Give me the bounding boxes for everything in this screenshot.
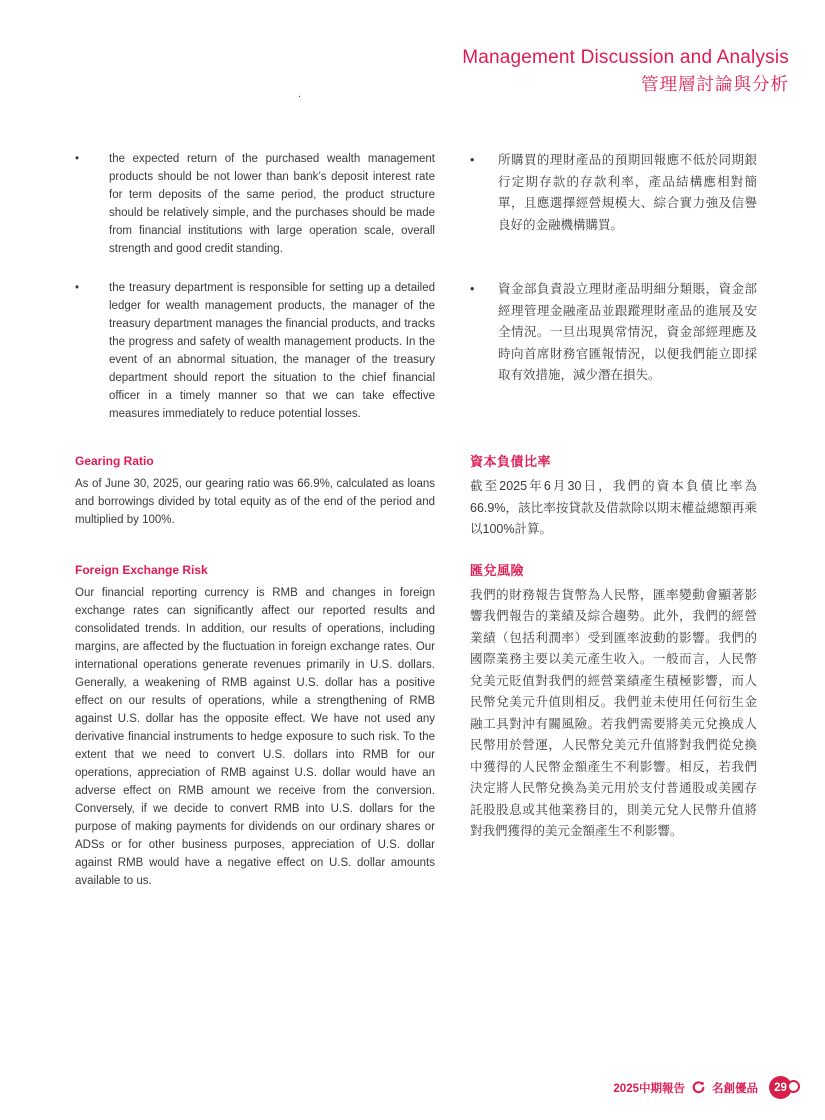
badge-dot-icon bbox=[787, 1080, 800, 1093]
section-heading-foreign-exchange-risk-zh: 匯兌風險 bbox=[470, 562, 525, 578]
section-body-foreign-exchange-risk-zh: 我們的財務報告貨幣為人民幣，匯率變動會顯著影響我們報告的業績及綜合趨勢。此外，我們的經營業績（包括利潤率）受到匯率波動的影響。我們的國際業務主要以美元產生收入。一般而言，人民幣兌美元貶值對我們的經營業績產生積極影響，而人民幣兌美元升值則相反。我們並未使用任何衍生金融工具對沖有關風險。若我們需要將美元兌換成人民幣用於營運，人民幣兌美元升值將對我們從兌換中獲得的人民幣金額產生不利影響。相反，若我們決定將人民幣兌換為美元用於支付普通股或美國存託股股息或其他業務目的，則美元兌人民幣升值將對我們獲得的美元金額產生不利影響。 bbox=[470, 587, 757, 838]
english-column bbox=[75, 150, 435, 279]
gearing-ratio-section-en bbox=[75, 453, 435, 541]
foreign-exchange-risk-section-zh bbox=[470, 562, 757, 890]
bullet-text-en-1: the expected return of the purchased wealth management products should be not lower than bank’s deposit interest rate for term deposits of the same period, the product structure should be relatively simple, and the purchases should be made from financial institutions with large operation scale, overall strength and good credit standing. bbox=[109, 153, 435, 255]
page-number-badge bbox=[769, 1076, 792, 1099]
foreign-exchange-risk-row bbox=[75, 553, 757, 902]
page-header bbox=[462, 46, 789, 95]
section-heading-foreign-exchange-risk: Foreign Exchange Risk bbox=[75, 562, 208, 577]
chinese-column bbox=[470, 279, 757, 444]
bullet-row-2 bbox=[75, 279, 757, 444]
page-title-english: Management Discussion and Analysis bbox=[462, 47, 789, 68]
section-body-gearing-ratio-zh: 截至2025年6月30日，我們的資本負債比率為66.9%，該比率按貸款及借款除以期末權益總額再乘以100%計算。 bbox=[470, 479, 757, 536]
list-item bbox=[75, 279, 435, 423]
content-columns bbox=[75, 150, 757, 902]
list-item bbox=[470, 279, 757, 387]
page-title-chinese: 管理層討論與分析 bbox=[641, 73, 789, 94]
list-item bbox=[75, 150, 435, 258]
bullet-text-zh-1: 所購買的理財產品的預期回報應不低於同期銀行定期存款的存款利率，產品結構應相對簡單，且應選擇經營規模大、綜合實力強及信譽良好的金融機構購買。 bbox=[498, 153, 757, 232]
bullet-icon: • bbox=[75, 153, 80, 165]
list-item bbox=[470, 150, 757, 236]
bullet-icon: • bbox=[75, 282, 80, 294]
chinese-column bbox=[470, 150, 757, 279]
miniso-logo-icon bbox=[692, 1081, 705, 1094]
foreign-exchange-risk-section-en bbox=[75, 562, 435, 890]
page-footer bbox=[613, 1076, 792, 1099]
gearing-ratio-section-zh bbox=[470, 453, 757, 541]
gearing-ratio-row bbox=[75, 444, 757, 553]
section-heading-gearing-ratio: Gearing Ratio bbox=[75, 454, 154, 468]
bullet-row-1 bbox=[75, 150, 757, 279]
section-heading-gearing-ratio-zh: 資本負債比率 bbox=[470, 454, 552, 469]
bullet-icon: • bbox=[470, 153, 475, 167]
page-number: 29 bbox=[774, 1081, 787, 1094]
section-body-gearing-ratio: As of June 30, 2025, our gearing ratio was 66.9%, calculated as loans and borrowings divided by total equity as of the end of the period and multiplied by 100%. bbox=[75, 478, 435, 526]
stray-dot-mark: . bbox=[298, 88, 302, 100]
footer-brand-name: 名創優品 bbox=[712, 1082, 758, 1095]
section-body-foreign-exchange-risk: Our financial reporting currency is RMB and changes in foreign exchange rates can significantly affect our reported results and consolidated trends. In addition, our results of operations, including margins, are affected by the fluctuation in foreign exchange rates. Our international operations generate revenues primarily in U.S. dollars. Generally, a weakening of RMB against U.S. dollar has a positive effect on our results of operations, while a strengthening of RMB against U.S. dollar has the opposite effect. We have not used any derivative financial instruments to hedge exposure to such risk. To the extent that we need to convert U.S. dollars into RMB for our operations, appreciation of RMB against U.S. dollar would have an adverse effect on RMB amount we receive from the conversion. Conversely, if we decide to convert RMB into U.S. dollars for the purpose of making payments for dividends on our ordinary shares or ADSs or for other business purposes, appreciation of U.S. dollar against RMB would have a negative effect on U.S. dollar amounts available to us. bbox=[75, 586, 435, 887]
bullet-text-zh-2: 資金部負責設立理財產品明細分類賬，資金部經理管理金融產品並跟蹤理財產品的進展及安全情況。一旦出現異常情況，資金部經理應及時向首席財務官匯報情況，以便我們能立即採取有效措施，減少潛在損失。 bbox=[498, 282, 757, 382]
english-column bbox=[75, 279, 435, 444]
bullet-icon: • bbox=[470, 282, 475, 296]
footer-report-title: 2025中期報告 bbox=[613, 1082, 685, 1095]
bullet-text-en-2: the treasury department is responsible for setting up a detailed ledger for wealth management products, the manager of the treasury department manages the financial products, and tracks the progress and safety of wealth management products. In the event of an abnormal situation, the manager of the treasury department should report the situation to the chief financial officer in a timely manner so that we can take effective measures immediately to reduce potential losses. bbox=[109, 282, 435, 420]
